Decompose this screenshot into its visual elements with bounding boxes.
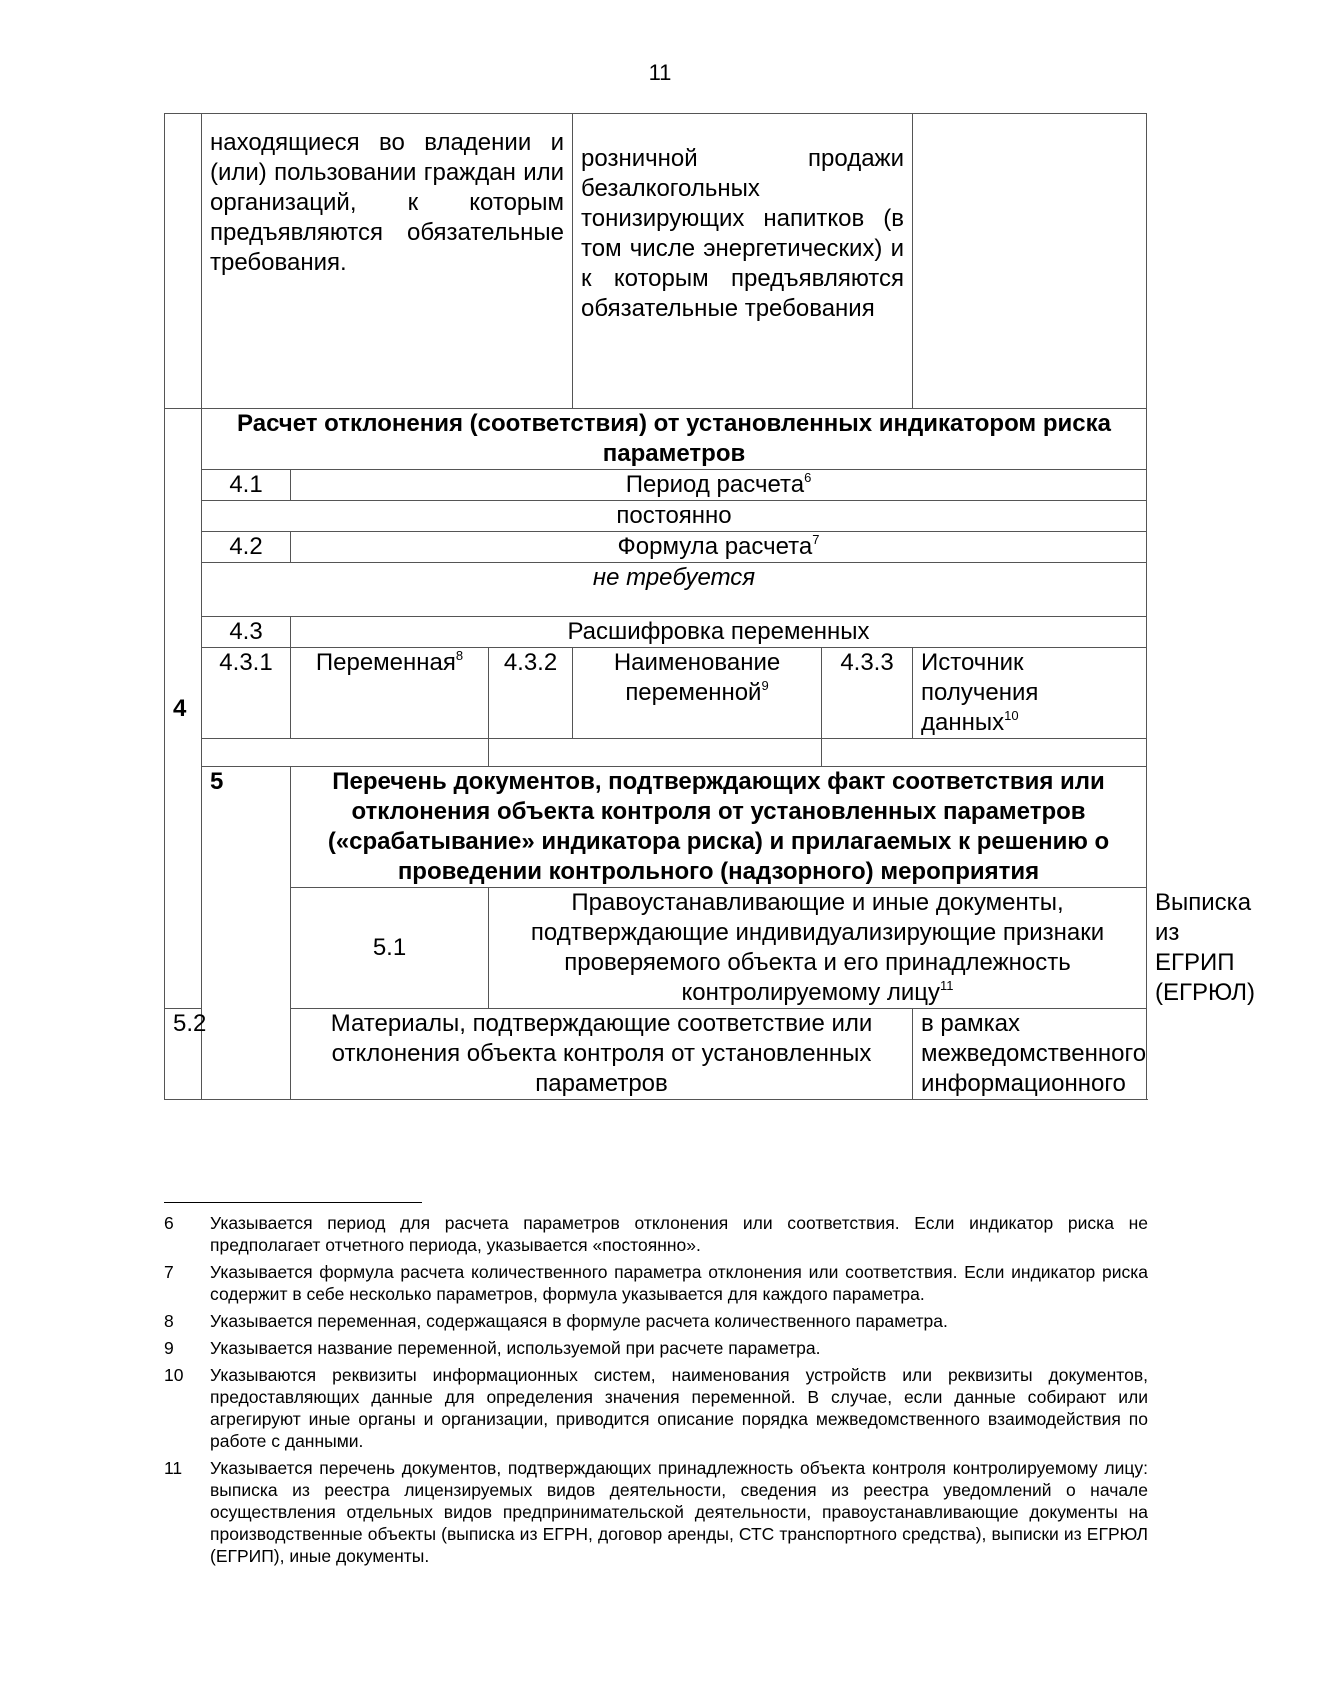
row-4-1-label: Период расчета$^6$ xyxy=(291,470,1147,501)
row-4-3-label: Расшифровка переменных xyxy=(291,617,1147,648)
row-4-1-value xyxy=(165,501,1147,532)
row-5-2-source: в рамках межведомственного информационного xyxy=(913,1009,1147,1100)
row-5-1: 5.1 Правоустанавливающие и иные документы, подтверждающие индивидуализирующие признаки проверяемого объекта и его принадлежность контролируемому лицу$^{11}$ Выписка из ЕГРИП (ЕГРЮЛ) xyxy=(165,888,1147,1009)
row-5-1-number: 5.1 xyxy=(291,888,489,1009)
page-number: 11 xyxy=(648,60,672,85)
footnote-11: 11 Указывается перечень документов, подтверждающих принадлежность объекта контроля контролируемому лицу: выписка из реестра лицензируемых видов деятельности, сведения из реестра уведомлений о начале осуществления отдельных видов предпринимательской деятельности, правоустанавливающие документы на производственные объекты (выписка из ЕГРН, договор аренды, СТС транспортного средства), выписки из ЕГРЮЛ (ЕГРИП), иные документы. xyxy=(164,1458,1148,1566)
row-5-2 xyxy=(165,1009,1147,1100)
row-5-1-text: Правоустанавливающие и иные документы, подтверждающие индивидуализирующие признаки проверяемого объекта и его принадлежность контролируемому лицу$^{11}$ xyxy=(489,888,1147,1009)
row-4-1 xyxy=(165,470,1147,501)
row-4-2 xyxy=(165,532,1147,563)
empty-cell xyxy=(913,114,1147,409)
footnote-7: 7 Указывается формула расчета количественного параметра отклонения или соответствия. Если индикатор риска содержит в себе несколько параметров, формула указывается для каждого параметра. xyxy=(164,1262,1148,1304)
footnote-9: 9 Указывается название переменной, используемой при расчете параметра. xyxy=(164,1338,821,1358)
variable-value-cell xyxy=(202,739,489,767)
footnote-10: 10 Указываются реквизиты информационных систем, наименования устройств или реквизиты документов, предоставляющих данные для определения значения переменной. В случае, если данные собирают или агрегируют иные органы и организации, приводится описание порядка межведомственного взаимодействия по работе с данными. xyxy=(164,1365,1148,1451)
continuation-cell-sales: розничной продажи безалкогольных тонизирующих напитков (в том числе энергетических) и к которым предъявляются обязательные требования xyxy=(573,114,913,409)
row-4-3-1-number: 4.3.1 xyxy=(202,648,291,739)
row-5-2-number: 5.2 xyxy=(165,1009,202,1100)
row-5-2-text: Материалы, подтверждающие соответствие или отклонения объекта контроля от установленных параметров xyxy=(291,1009,913,1100)
row-4-3-3-number: 4.3.3 xyxy=(822,648,913,739)
section-4-title-row xyxy=(165,409,1147,470)
variable-name-header: Наименование переменной$^9$ xyxy=(573,648,822,739)
continuation-row xyxy=(165,114,1147,409)
footnotes xyxy=(164,1212,1148,1572)
section-5-title: Перечень документов, подтверждающих факт соответствия или отклонения объекта контроля от установленных параметров («срабатывание» индикатора риска) и прилагаемых к решению о проведении контрольного (надзорного) мероприятия xyxy=(291,767,1147,888)
row-4-2-label: Формула расчета$^7$ xyxy=(291,532,1147,563)
row-4-3-number: 4.3 xyxy=(202,617,291,648)
section-4-number: 4 xyxy=(165,409,202,1009)
data-source-value-cell xyxy=(822,739,1147,767)
formula-value: не требуется xyxy=(202,563,1147,617)
data-source-header: Источник получения данных$^{10}$ xyxy=(913,648,1147,739)
variable-header: Переменная$^8$ xyxy=(291,648,489,739)
variable-name-value-cell xyxy=(489,739,822,767)
footnote-8: 8 Указывается переменная, содержащаяся в формуле расчета количественного параметра. xyxy=(164,1311,948,1331)
row-4-3 xyxy=(165,617,1147,648)
row-4-3-values xyxy=(165,739,1147,767)
section-5-title-row xyxy=(165,767,1147,888)
footnote-separator xyxy=(164,1202,422,1203)
section-4-title: Расчет отклонения (соответствия) от установленных индикатором риска параметров xyxy=(202,409,1147,470)
continuation-cell-objects: находящиеся во владении и (или) пользовании граждан или организаций, к которым предъявляются обязательные требования. xyxy=(202,114,573,409)
footnote-6: 6 Указывается период для расчета параметров отклонения или соответствия. Если индикатор риска не предполагает отчетного периода, указывается «постоянно». xyxy=(164,1213,1148,1255)
row-4-1-number: 4.1 xyxy=(202,470,291,501)
row-4-2-number: 4.2 xyxy=(202,532,291,563)
section-5-number: 5 xyxy=(202,767,291,1100)
row-4-3-2-number: 4.3.2 xyxy=(489,648,573,739)
risk-indicator-table xyxy=(164,113,1255,1100)
row-4-2-value xyxy=(165,563,1147,617)
period-value: постоянно xyxy=(202,501,1147,532)
row-4-3-headers xyxy=(165,648,1147,739)
empty-number-cell xyxy=(165,114,202,409)
